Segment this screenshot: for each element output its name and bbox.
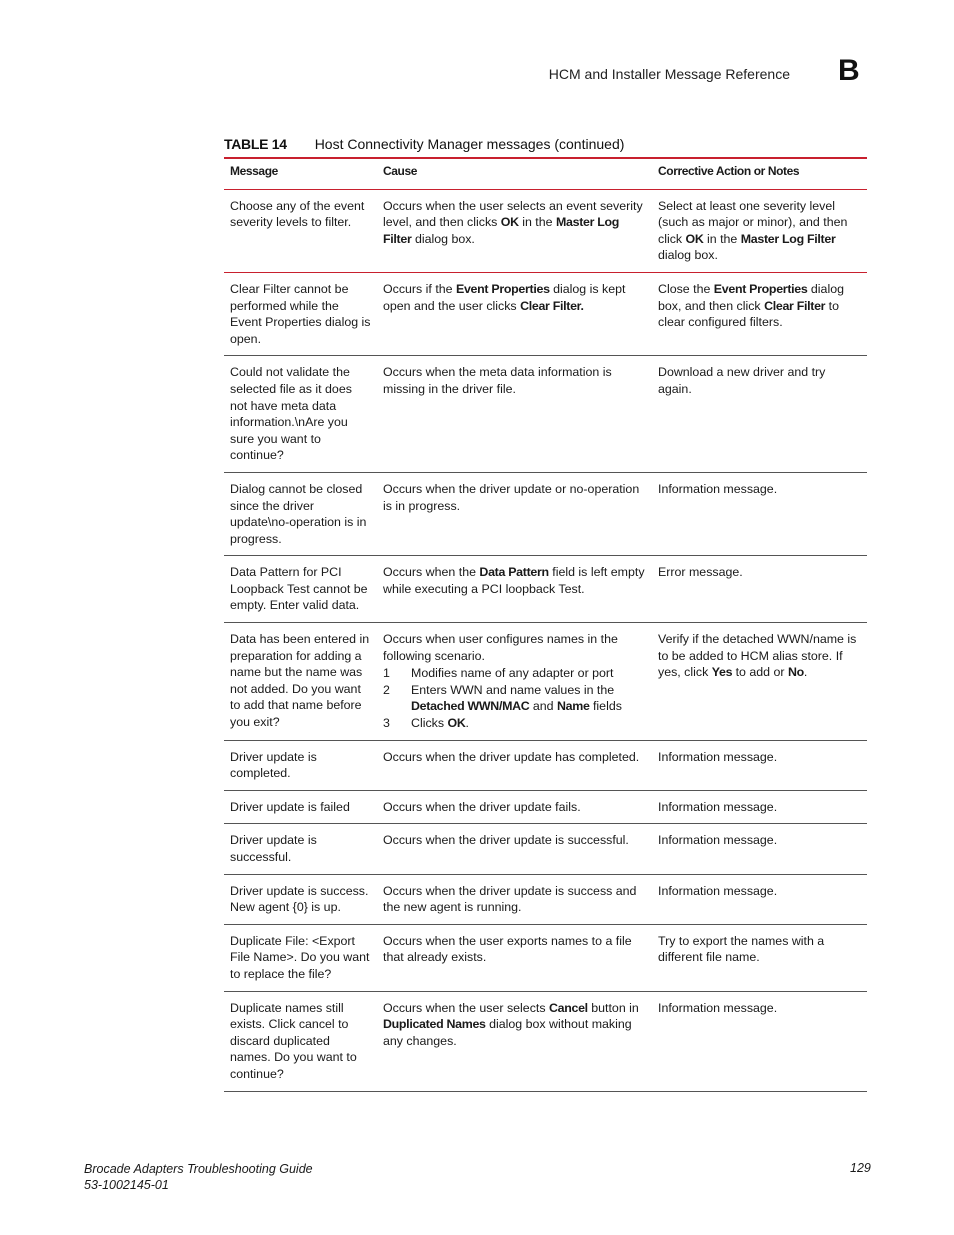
message-cell: Data Pattern for PCI Loopback Test cannot be empty. Enter valid data. <box>224 556 377 623</box>
table-row <box>224 556 867 623</box>
table-row <box>224 623 867 741</box>
action-cell: Information message. <box>652 472 867 555</box>
cause-cell: Occurs when the Data Pattern field is left empty while executing a PCI loopback Test. <box>377 556 652 623</box>
step-number: 3 <box>383 716 390 731</box>
action-cell: Information message. <box>652 991 867 1091</box>
table-row <box>224 924 867 991</box>
table-row <box>224 356 867 473</box>
appendix-letter: B <box>838 54 860 87</box>
message-cell: Could not validate the selected file as it does not have meta data information.\nAre you sure you want to continue? <box>224 356 377 473</box>
step-number: 2 <box>383 682 390 697</box>
message-cell: Duplicate File: <Export File Name>. Do you want to replace the file? <box>224 924 377 991</box>
column-header-message: Message <box>224 158 377 189</box>
cause-cell: Occurs when the driver update has completed. <box>377 740 652 790</box>
step-text: Modifies name of any adapter or port <box>411 666 614 681</box>
table-body <box>224 189 867 1091</box>
table-caption-label: TABLE 14 <box>224 136 287 152</box>
table-caption-text: Host Connectivity Manager messages (continued) <box>314 136 625 152</box>
table-row <box>224 790 867 824</box>
action-cell: Information message. <box>652 740 867 790</box>
step-text: Enters WWN and name values in the Detached WWN/MAC and Name fields <box>411 682 622 714</box>
message-cell: Choose any of the event severity levels to filter. <box>224 189 377 272</box>
table-row <box>224 272 867 355</box>
running-header-title: HCM and Installer Message Reference <box>548 66 790 82</box>
message-cell: Driver update is successful. <box>224 824 377 874</box>
cause-cell: Occurs when the driver update is success and the new agent is running. <box>377 874 652 924</box>
cause-cell: Occurs when the meta data information is missing in the driver file. <box>377 356 652 473</box>
message-cell: Clear Filter cannot be performed while the Event Properties dialog is open. <box>224 272 377 355</box>
footer-page-number: 129 <box>850 1161 871 1175</box>
cause-cell: Occurs when user configures names in the following scenario. 1 Modifies name of any adapter or port 2 Enters WWN and name values in the Detached WWN/MAC and Name fields 3 Clicks OK. <box>377 623 652 741</box>
cause-cell: Occurs when the driver update or no-operation is in progress. <box>377 472 652 555</box>
table-header-row <box>224 158 867 189</box>
message-cell: Driver update is completed. <box>224 740 377 790</box>
footer-doc-number: 53-1002145-01 <box>84 1178 169 1192</box>
message-cell: Dialog cannot be closed since the driver update\no-operation is in progress. <box>224 472 377 555</box>
table-row <box>224 991 867 1091</box>
action-cell: Error message. <box>652 556 867 623</box>
cause-cell: Occurs when the driver update fails. <box>377 790 652 824</box>
message-cell: Driver update is failed <box>224 790 377 824</box>
table-row <box>224 824 867 874</box>
column-header-action: Corrective Action or Notes <box>652 158 867 189</box>
table-row <box>224 740 867 790</box>
table-caption <box>224 136 624 152</box>
table-row <box>224 189 867 272</box>
step-item <box>383 715 646 732</box>
step-item <box>383 665 646 682</box>
table-row <box>224 874 867 924</box>
action-cell: Try to export the names with a different file name. <box>652 924 867 991</box>
step-text: Clicks OK. <box>411 716 469 731</box>
message-cell: Driver update is success. New agent {0} is up. <box>224 874 377 924</box>
step-item <box>383 682 646 715</box>
cause-cell: Occurs when the user selects an event severity level, and then clicks OK in the Master Log Filter dialog box. <box>377 189 652 272</box>
message-cell: Duplicate names still exists. Click cancel to discard duplicated names. Do you want to continue? <box>224 991 377 1091</box>
footer-left <box>84 1161 313 1193</box>
action-cell: Verify if the detached WWN/name is to be added to HCM alias store. If yes, click Yes to add or No. <box>652 623 867 741</box>
message-cell: Data has been entered in preparation for adding a name but the name was not added. Do you want to add that name before you exit? <box>224 623 377 741</box>
action-cell: Information message. <box>652 874 867 924</box>
table-row <box>224 472 867 555</box>
action-cell: Close the Event Properties dialog box, and then click Clear Filter to clear configured filters. <box>652 272 867 355</box>
action-cell: Information message. <box>652 824 867 874</box>
cause-cell: Occurs when the driver update is successful. <box>377 824 652 874</box>
action-cell: Information message. <box>652 790 867 824</box>
cause-cell: Occurs when the user selects Cancel button in Duplicated Names dialog box without making any changes. <box>377 991 652 1091</box>
footer-guide-title: Brocade Adapters Troubleshooting Guide <box>84 1162 313 1176</box>
step-number: 1 <box>383 666 390 681</box>
cause-cell: Occurs if the Event Properties dialog is kept open and the user clicks Clear Filter. <box>377 272 652 355</box>
cause-cell: Occurs when the user exports names to a file that already exists. <box>377 924 652 991</box>
action-cell: Download a new driver and try again. <box>652 356 867 473</box>
column-header-cause: Cause <box>377 158 652 189</box>
steps-list <box>383 665 646 731</box>
action-cell: Select at least one severity level (such as major or minor), and then click OK in the Master Log Filter dialog box. <box>652 189 867 272</box>
messages-table <box>224 157 867 1092</box>
